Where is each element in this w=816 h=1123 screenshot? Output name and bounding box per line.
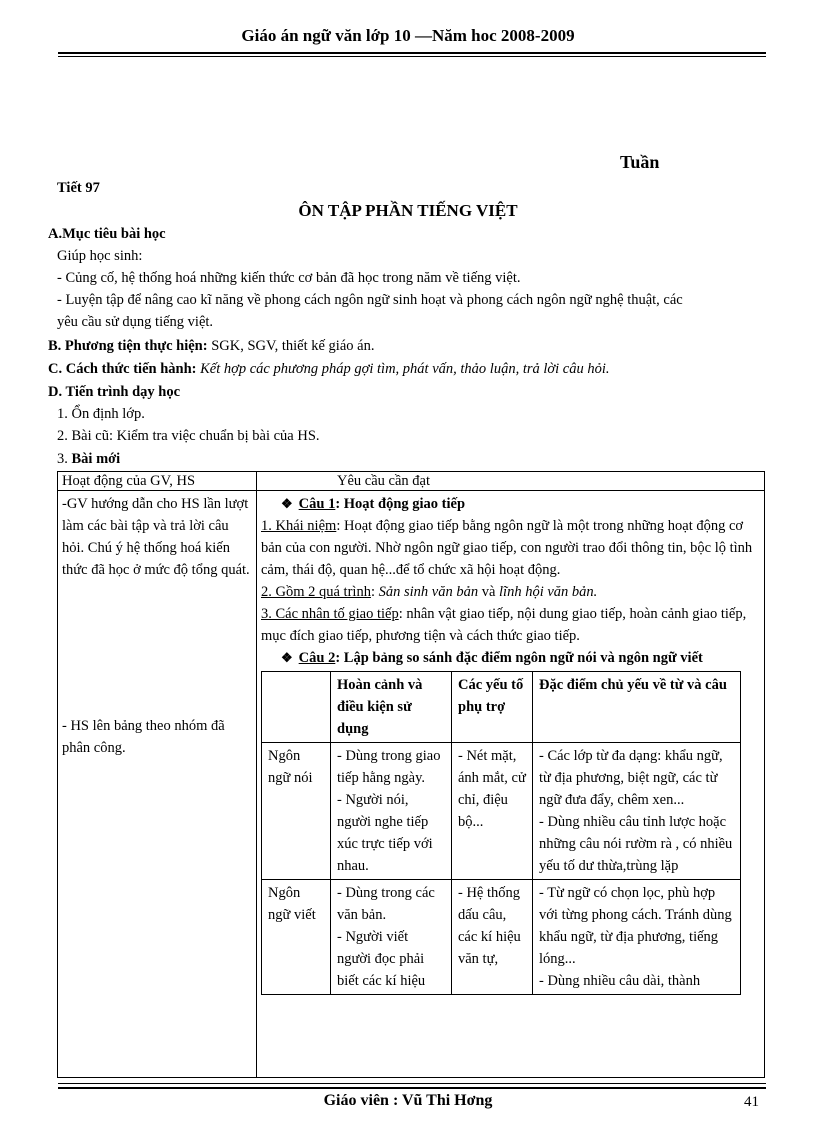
section-d-step: 1. Ổn định lớp. — [57, 406, 145, 422]
cell-line: - Dùng trong các văn bản. — [337, 885, 435, 923]
section-a-item: - Củng cố, hệ thống hoá những kiến thức cơ bản đã học trong năm về tiếng việt. — [57, 270, 521, 286]
spoken-aids — [452, 743, 533, 880]
question-2-title: : Lập bảng so sánh đặc điểm ngôn ngữ nói và ngôn ngữ viết — [335, 650, 703, 666]
question-1-title: : Hoạt động giao tiếp — [335, 496, 466, 512]
comparison-header-context: Hoàn cảnh và điều kiện sử dụng — [331, 672, 452, 743]
section-a-intro: Giúp học sinh: — [57, 248, 143, 264]
section-d-step: 2. Bài cũ: Kiểm tra việc chuẩn bị bài của HS. — [57, 428, 320, 444]
cell-line: - Dùng trong giao tiếp hằng ngày. — [337, 748, 441, 786]
section-b-text: SGK, SGV, thiết kế giáo án. — [207, 338, 375, 354]
section-a-item: yêu cầu sử dụng tiếng việt. — [57, 314, 214, 330]
activities-cell — [58, 491, 257, 1078]
cell-line: - Dùng nhiều câu dài, thành — [539, 973, 701, 989]
question-2-heading — [261, 647, 760, 669]
written-features — [533, 880, 741, 995]
teacher-activity: -GV hướng dẫn cho HS lần lượt làm các bài tập và trả lời câu hỏi. Chú ý hệ thống hoá kiến thức đã học ở mức độ tổng quát. — [62, 496, 250, 578]
cell-line: - Các lớp từ đa dạng: khẩu ngữ, từ địa phương, biệt ngữ, các từ ngữ đưa đẩy, chêm xen... — [539, 748, 723, 808]
diamond-bullet-icon: ❖ — [281, 650, 293, 665]
question-2-label: Câu 2 — [298, 650, 336, 666]
written-context — [331, 880, 452, 995]
comparison-header-features: Đặc điểm chủ yếu về từ và câu — [533, 672, 741, 743]
point-3-label: 3. Các nhân tố giao tiếp — [261, 606, 399, 622]
cell-line: - Dùng nhiều câu tỉnh lược hoặc những câu nói rườm rà , có nhiều yếu tố dư thừa,trùng lặp — [539, 814, 733, 874]
point-1-label: 1. Khái niệm — [261, 518, 337, 534]
comparison-header-aids: Các yếu tố phụ trợ — [452, 672, 533, 743]
step-3-number: 3. — [57, 451, 72, 467]
lesson-activity-table — [57, 471, 765, 1078]
header-rule — [58, 52, 766, 54]
footer-rule — [58, 1087, 766, 1089]
point-2-italic-a: Sản sinh văn bản — [378, 584, 479, 600]
section-d-step-3 — [57, 451, 120, 468]
cell-line: - Từ ngữ có chọn lọc, phù hợp với từng phong cách. Tránh dùng khẩu ngữ, từ địa phương, tiếng lóng... — [539, 885, 732, 967]
cell-line: - Hệ thống dấu câu, các kí hiệu văn tự, — [458, 885, 521, 967]
cell-line: - Nét mặt, ánh mắt, cử chỉ, điệu bộ... — [458, 748, 526, 830]
point-3-text: : nhân vật giao tiếp, nội dung giao tiếp, hoàn cảnh giao tiếp, mục đích giao tiếp, phương tiện và cách thức giao tiếp. — [261, 606, 747, 644]
question-2-text — [299, 647, 703, 669]
section-b — [48, 338, 374, 355]
question-1-label: Câu 1 — [298, 496, 336, 512]
written-aids — [452, 880, 533, 995]
spoken-context — [331, 743, 452, 880]
section-b-label: B. Phương tiện thực hiện: — [48, 338, 208, 354]
student-activity: - HS lên bảng theo nhóm đã phân công. — [62, 718, 225, 756]
period-label: Tiết 97 — [57, 180, 100, 196]
row-label-spoken: Ngôn ngữ nói — [262, 743, 331, 880]
section-d-heading: D. Tiến trình dạy học — [48, 384, 181, 400]
point-2-italic-b: lĩnh hội văn bản. — [499, 584, 598, 600]
section-c-text: Kết hợp các phương pháp gợi tìm, phát vấn, thảo luận, trả lời câu hỏi. — [196, 361, 610, 377]
point-1-text: : Hoạt động giao tiếp bằng ngôn ngữ là một trong những hoạt động cơ bản của con người. Nhờ ngôn ngữ giao tiếp, con người trao đổi thông tin, bộc lộ tình cảm, thái độ, quan hệ...để tổ chức xã hội hoạt động. — [261, 518, 753, 578]
point-2-label: 2. Gồm 2 quá trình — [261, 584, 371, 600]
section-a-item: - Luyện tập để nâng cao kĩ năng về phong cách ngôn ngữ sinh hoạt và phong cách ngôn ngữ nghệ thuật, các — [57, 292, 683, 308]
step-3-label: Bài mới — [71, 451, 121, 467]
header-rule-thin — [58, 56, 766, 57]
page-number: 41 — [744, 1094, 759, 1110]
question-1-point-3 — [261, 603, 760, 647]
question-1-point-2 — [261, 581, 760, 603]
week-label: Tuần — [620, 152, 660, 172]
question-1-point-1 — [261, 515, 760, 581]
spoken-features — [533, 743, 741, 880]
section-a-heading: A.Mục tiêu bài học — [48, 226, 166, 242]
footer-teacher: Giáo viên : Vũ Thi Hơng — [323, 1092, 493, 1109]
row-label-written: Ngôn ngữ viết — [262, 880, 331, 995]
comparison-header-empty — [262, 672, 331, 743]
section-c — [48, 361, 610, 378]
comparison-table — [261, 671, 741, 995]
cell-line: - Người nói, người nghe tiếp xúc trực tiếp với nhau. — [337, 792, 433, 874]
requirements-cell — [257, 491, 765, 1078]
section-c-label: C. Cách thức tiến hành: — [48, 361, 197, 377]
point-2-sep: : — [370, 584, 379, 600]
question-1-heading — [261, 491, 760, 515]
footer-rule-thin — [58, 1083, 766, 1084]
cell-line: - Người viết người đọc phải biết các kí hiệu — [337, 929, 426, 989]
point-2-and: và — [478, 584, 500, 600]
table-header-activities: Hoạt động của GV, HS — [58, 472, 257, 491]
diamond-bullet-icon: ❖ — [281, 496, 293, 511]
lesson-title: ÔN TẬP PHẦN TIẾNG VIỆT — [298, 201, 518, 220]
table-header-requirements: Yêu cầu cần đạt — [257, 472, 765, 491]
page-header-title: Giáo án ngữ văn lớp 10 —Năm hoc 2008-2009 — [241, 26, 575, 45]
